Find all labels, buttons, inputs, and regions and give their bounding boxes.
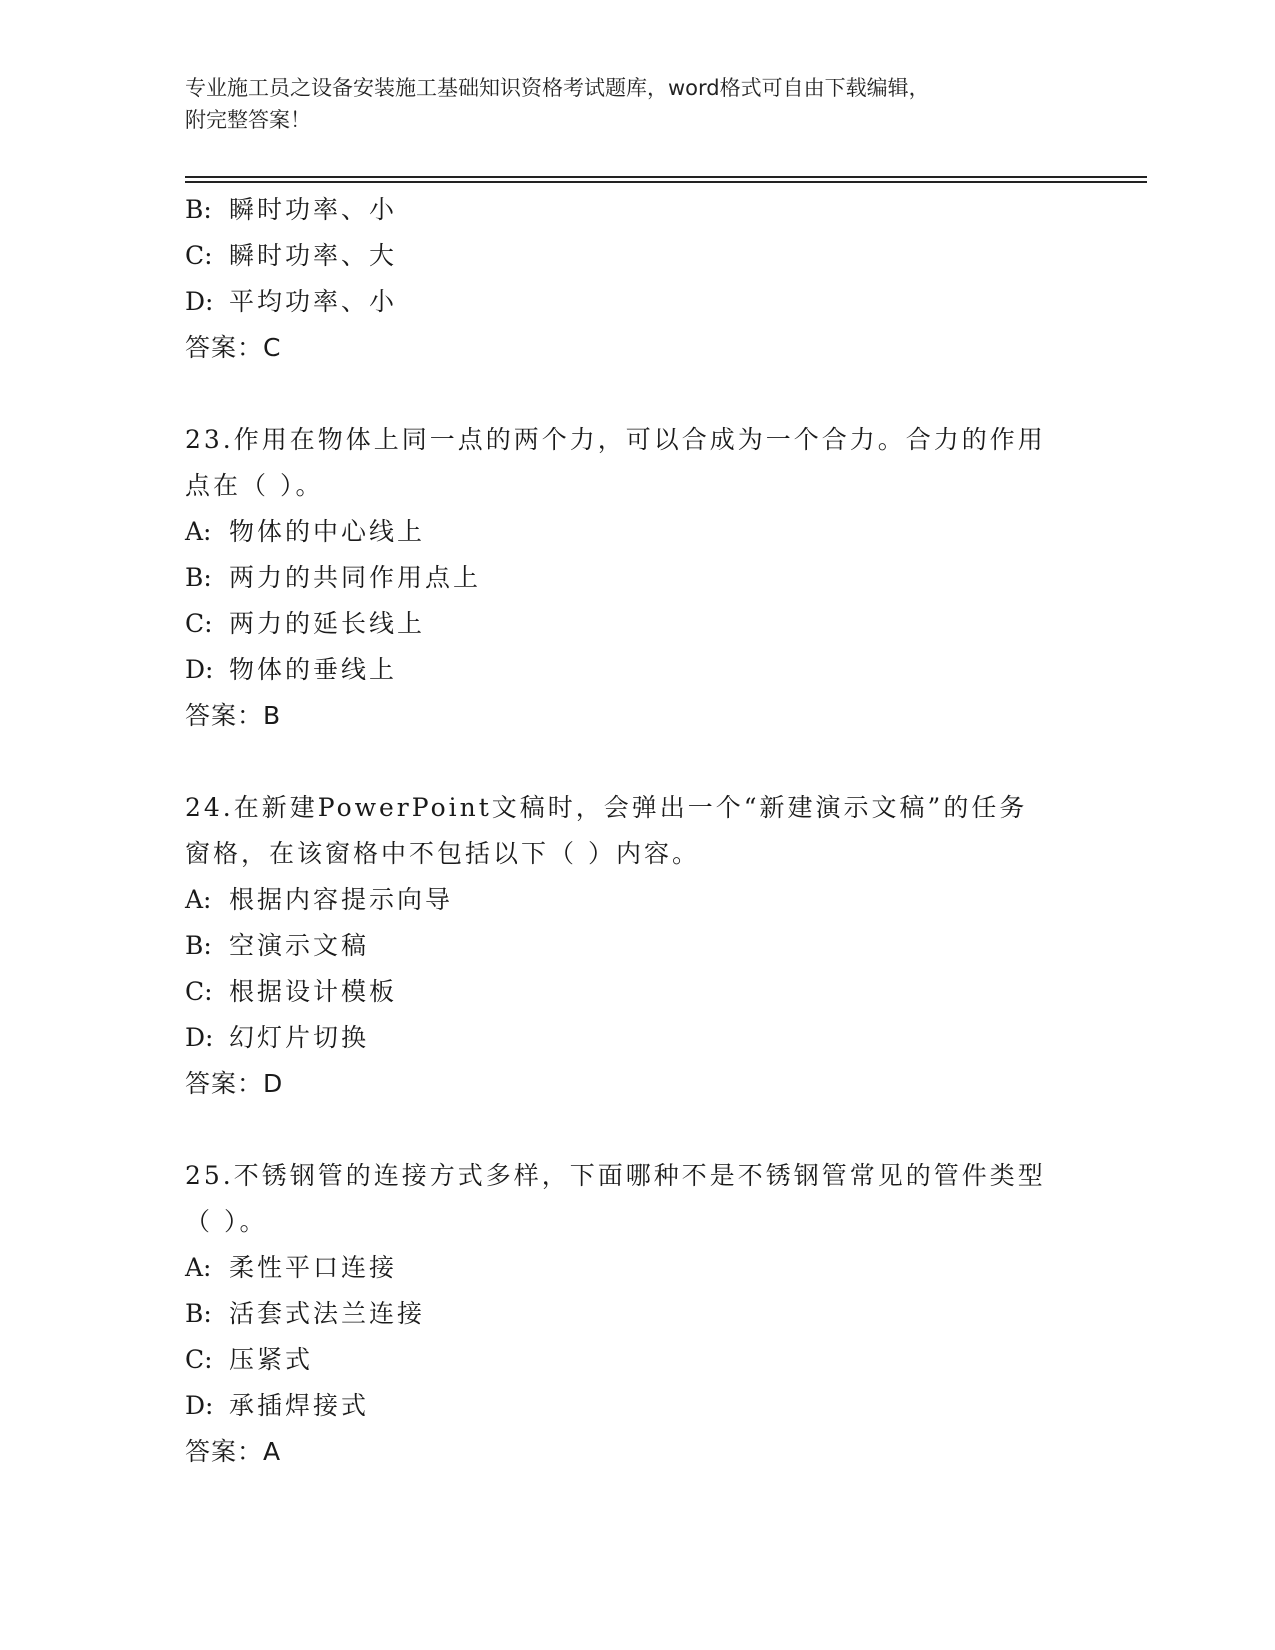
option-c: C: 两力的延长线上 <box>185 609 426 638</box>
answer-line: 答案：D <box>185 1069 284 1098</box>
header-line-2: 附完整答案！ <box>185 108 311 132</box>
question-stem <box>185 1153 1065 1245</box>
option-b: B: 两力的共同作用点上 <box>185 563 482 592</box>
option-d: D: 幻灯片切换 <box>185 1023 370 1052</box>
option-b: B: 空演示文稿 <box>185 931 370 960</box>
header-line-1: 专业施工员之设备安装施工基础知识资格考试题库，word格式可自由下载编辑， <box>185 76 930 100</box>
option-c: C: 瞬时功率、大 <box>185 241 398 270</box>
question-stem-line-1: 23.作用在物体上同一点的两个力，可以合成为一个合力。合力的作用 <box>185 425 1046 454</box>
option-a: A: 物体的中心线上 <box>185 517 426 546</box>
header-divider-top <box>185 176 1147 178</box>
question-stem-line-1: 24.在新建PowerPoint文稿时，会弹出一个“新建演示文稿”的任务 <box>185 793 1028 822</box>
question-block-23 <box>185 417 1085 739</box>
answer-line: 答案：A <box>185 1437 282 1466</box>
option-d: D: 平均功率、小 <box>185 287 398 316</box>
answer-line: 答案：C <box>185 333 282 362</box>
question-stem <box>185 785 1065 877</box>
question-stem <box>185 417 1065 509</box>
question-block-25 <box>185 1153 1085 1475</box>
option-d: D: 承插焊接式 <box>185 1391 370 1420</box>
document-header <box>185 72 1065 136</box>
option-c: C: 压紧式 <box>185 1345 314 1374</box>
question-block-24 <box>185 785 1085 1107</box>
question-list <box>185 187 1085 1475</box>
answer-line: 答案：B <box>185 701 282 730</box>
question-stem-line-2: 点在（ ）。 <box>185 471 324 500</box>
option-a: A: 根据内容提示向导 <box>185 885 454 914</box>
question-stem-line-1: 25.不锈钢管的连接方式多样，下面哪种不是不锈钢管常见的管件类型 <box>185 1161 1046 1190</box>
option-b: B: 活套式法兰连接 <box>185 1299 426 1328</box>
option-d: D: 物体的垂线上 <box>185 655 398 684</box>
question-stem-line-2: （ ）。 <box>185 1207 268 1236</box>
question-block-previous <box>185 187 1085 371</box>
question-stem-line-2: 窗格，在该窗格中不包括以下（ ）内容。 <box>185 839 700 868</box>
header-divider-bottom <box>185 181 1147 183</box>
option-b: B: 瞬时功率、小 <box>185 195 398 224</box>
option-c: C: 根据设计模板 <box>185 977 398 1006</box>
option-a: A: 柔性平口连接 <box>185 1253 398 1282</box>
